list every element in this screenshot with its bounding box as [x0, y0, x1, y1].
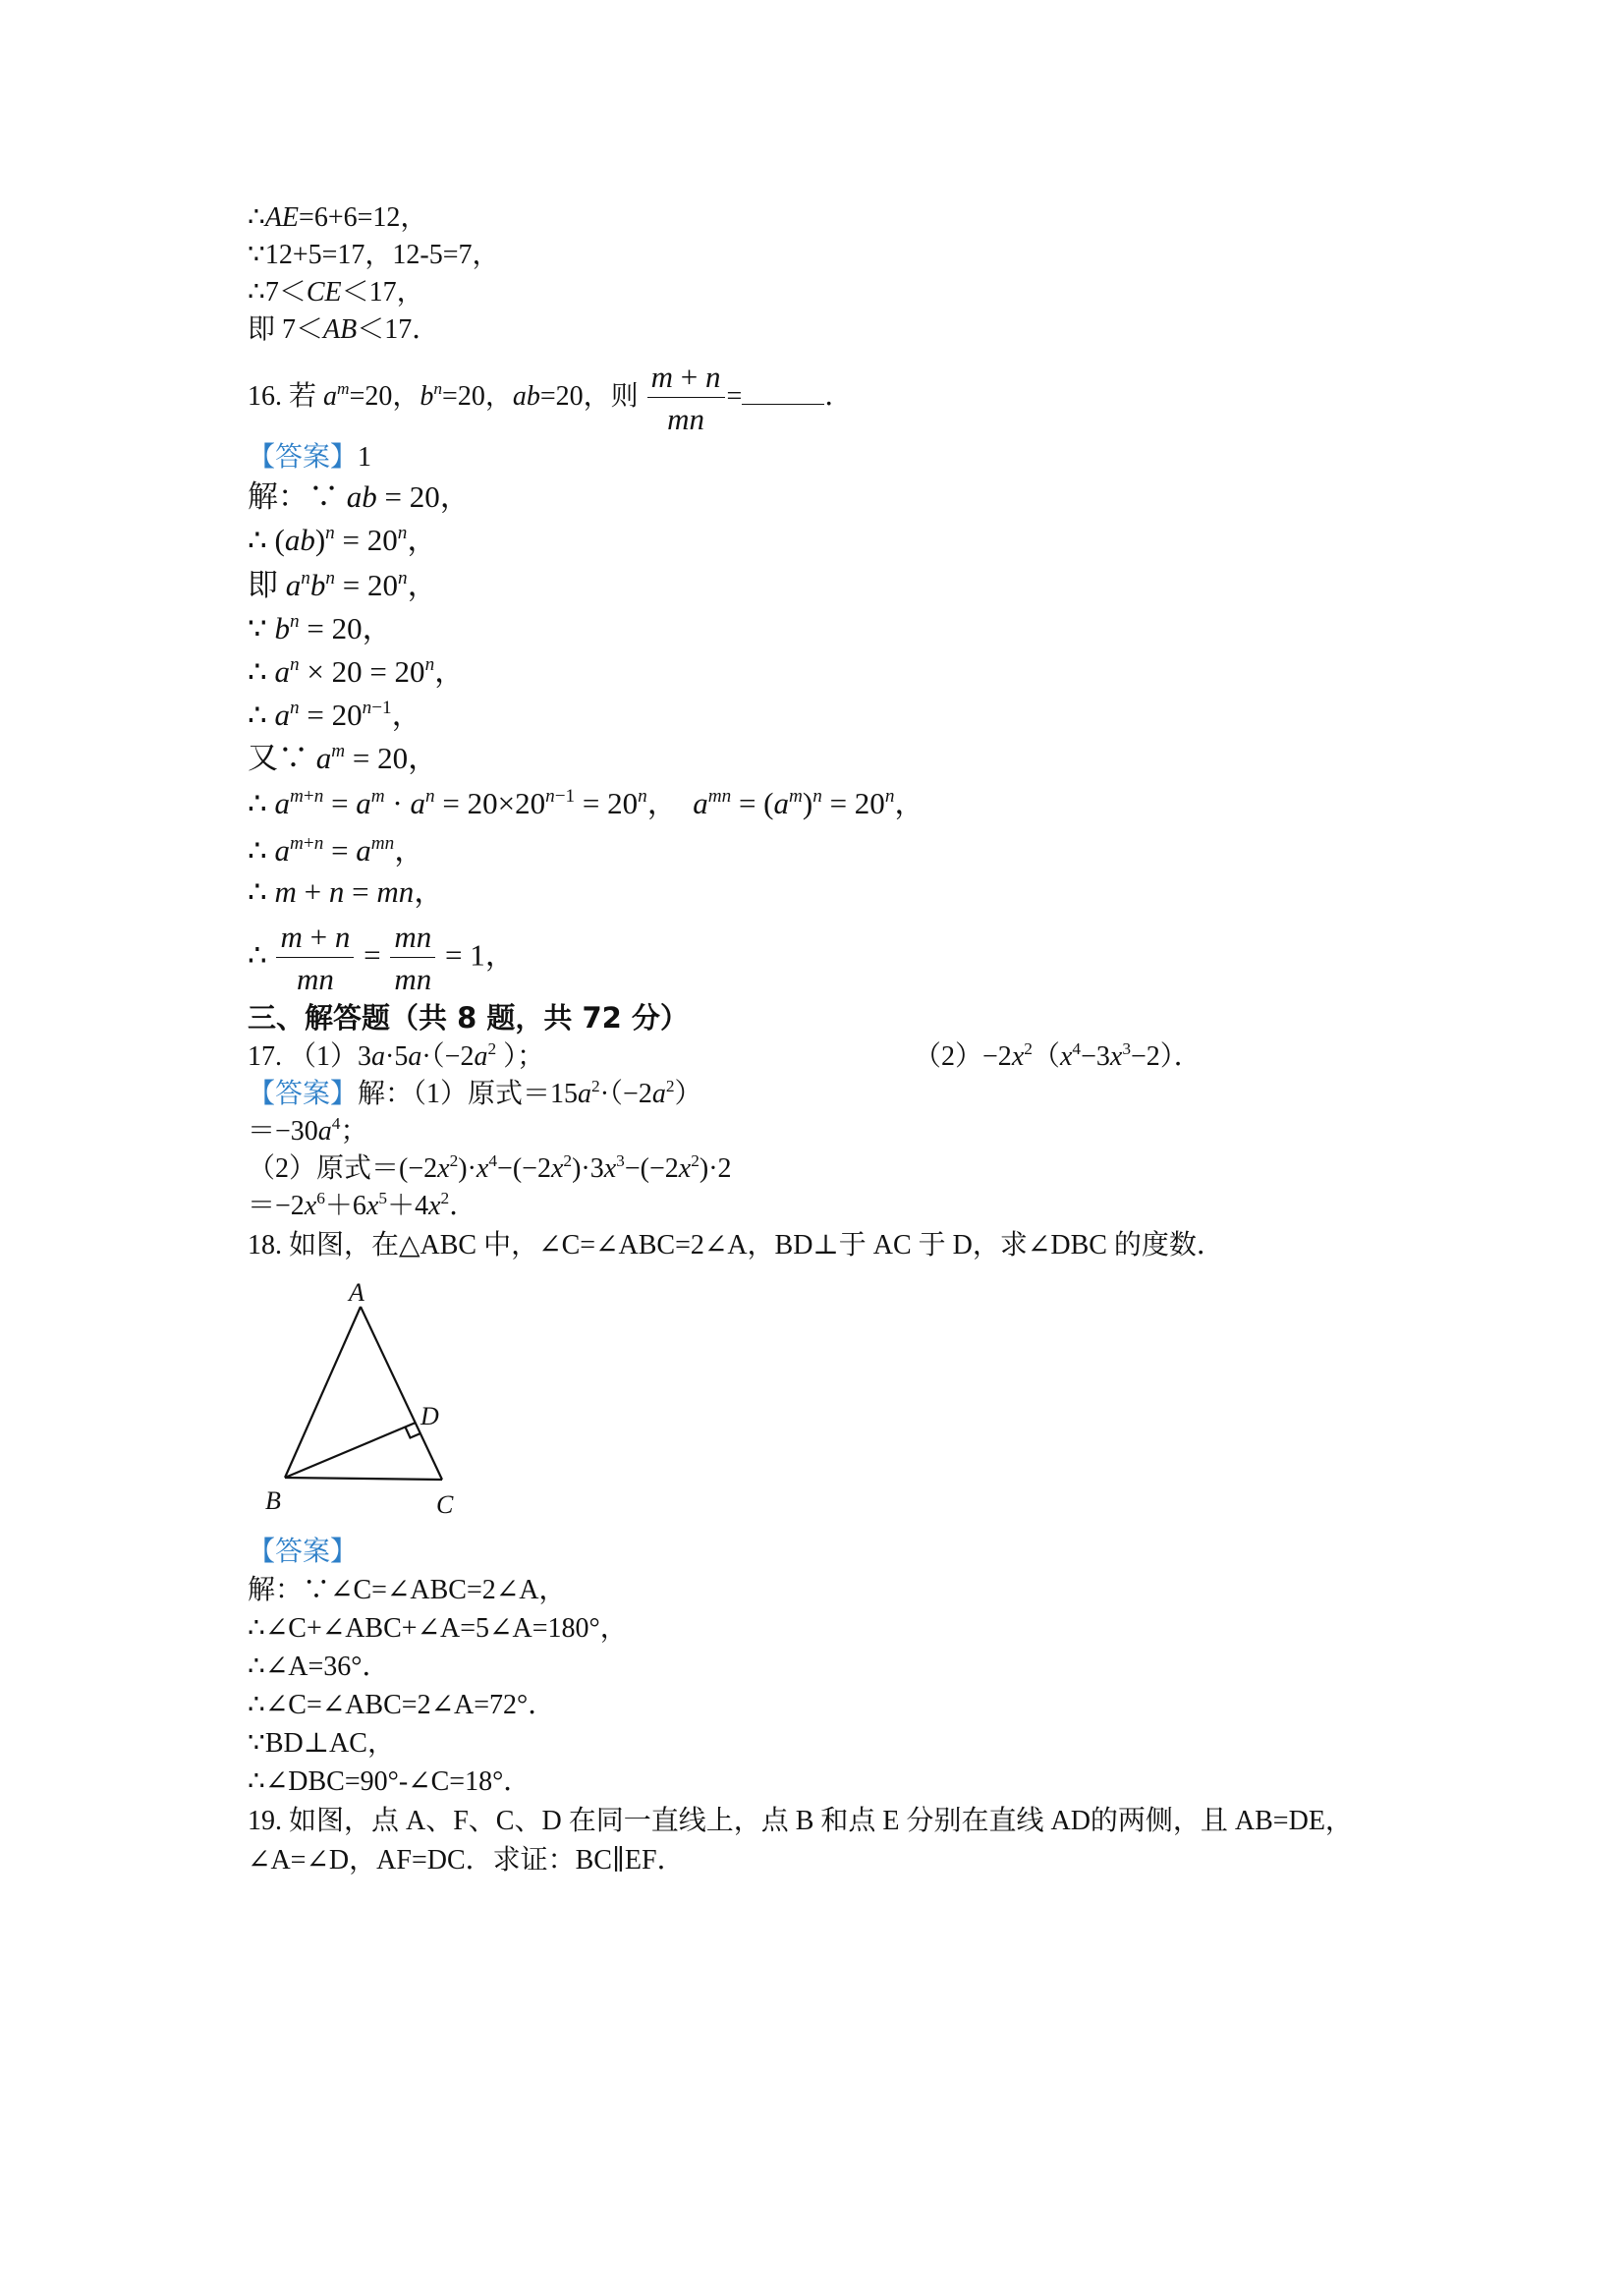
- question-18: 18. 如图，在△ABC 中，∠C=∠ABC=2∠A，BD⊥于 AC 于 D，求∠DBC 的度数．: [248, 1230, 1224, 1260]
- answer-line: 【答案】解：（1）原式$=15a^2\cdot(-2a^2)$: [248, 1077, 702, 1109]
- question-19: 19. 如图，点 A、F、C、D 在同一直线上，点 B 和点 E 分别在直线 AD的两侧，且 AB=DE，: [248, 1806, 1353, 1836]
- solution-line: ∵BD⊥AC，: [248, 1728, 395, 1759]
- answer-line: 【答案】: [248, 1537, 359, 1567]
- solution-line: ∴ $a^{m+n} = a^m \cdot a^n = 20\times 20^{n-1} = 20^n$， $a^{mn} = (a^m)^n = 20^n$，: [248, 786, 925, 820]
- text-line: ∴7＜CE＜17，: [248, 277, 424, 308]
- answer-line: 【答案】1: [248, 442, 372, 473]
- solution-line: ∴ m + n = mn，: [248, 874, 445, 909]
- text-line: ∵12+5=17，12-5=7，: [248, 240, 500, 270]
- label-c: C: [436, 1490, 454, 1518]
- solution-line: 又∵ $a^m = 20$，: [248, 741, 439, 775]
- solution-line: ∴∠C+∠ABC+∠A=5∠A=180°，: [248, 1613, 628, 1644]
- fraction: $\frac{m + n}{mn}$: [276, 920, 354, 997]
- solution-line: $=-30a^4$；: [248, 1114, 368, 1147]
- triangle-figure: [248, 1277, 483, 1518]
- solution-line: $=-2x^6+6x^5+4x^2$．: [248, 1189, 477, 1221]
- question-16: 16. 若 $a^m=20$，$b^n=20$，ab=20，则 $\frac{m + n}{mn}$ = ．: [248, 360, 853, 436]
- solution-line: 即 $a^nb^n = 20^n$，: [248, 568, 438, 602]
- question-19-line2: ∠A=∠D，AF=DC．求证：BC∥EF．: [248, 1845, 685, 1876]
- side-ac: [361, 1307, 442, 1480]
- question-17-part2: $(2)-2x^2(x^4-3x^3-2)$．: [914, 1039, 1202, 1072]
- solution-line: 解：∵ ab = 20，: [248, 479, 471, 514]
- solution-line: ∴ $a^{m+n} = a^{mn}$，: [248, 833, 425, 868]
- fraction: $\frac{m + n}{mn}$: [647, 360, 725, 437]
- answer-blank: [742, 378, 824, 405]
- solution-line: ∴ $\frac{m + n}{mn}$ = $\frac{mn}{mn}$ = 1，: [248, 920, 516, 996]
- solution-line: ∵ $b^n = 20$，: [248, 611, 393, 645]
- label-d: D: [420, 1402, 439, 1430]
- section-title: 三、解答题（共 8 题，共 72 分）: [248, 1001, 689, 1035]
- solution-line: ∴ $a^n = 20^{n-1}$，: [248, 698, 422, 732]
- label-b: B: [265, 1486, 281, 1515]
- text-line: ∴AE=6+6=12，: [248, 202, 428, 233]
- side-bc: [285, 1478, 442, 1480]
- label-a: A: [349, 1278, 364, 1307]
- solution-line: （2）原式$=(-2x^2)\cdot x^4-(-2x^2)\cdot 3x^3-(-2x^2)\cdot 2$: [248, 1151, 732, 1184]
- solution-line: 解：∵∠C=∠ABC=2∠A，: [248, 1575, 567, 1605]
- side-ab: [285, 1307, 361, 1478]
- question-17: 17. $(1)3a\cdot 5a\cdot(-2a^2$ ）；: [248, 1039, 545, 1072]
- text-line: 即 7＜AB＜17．: [248, 314, 440, 345]
- solution-line: ∴∠A=36°．: [248, 1652, 390, 1682]
- solution-line: ∴∠C=∠ABC=2∠A=72°．: [248, 1690, 556, 1720]
- solution-line: ∴ $a^n \times 20 = 20^n$，: [248, 654, 466, 689]
- fraction: $\frac{mn}{mn}$: [390, 920, 435, 997]
- solution-line: ∴∠DBC=90°-∠C=18°．: [248, 1766, 532, 1797]
- solution-line: ∴ $(ab)^n = 20^n$，: [248, 523, 438, 557]
